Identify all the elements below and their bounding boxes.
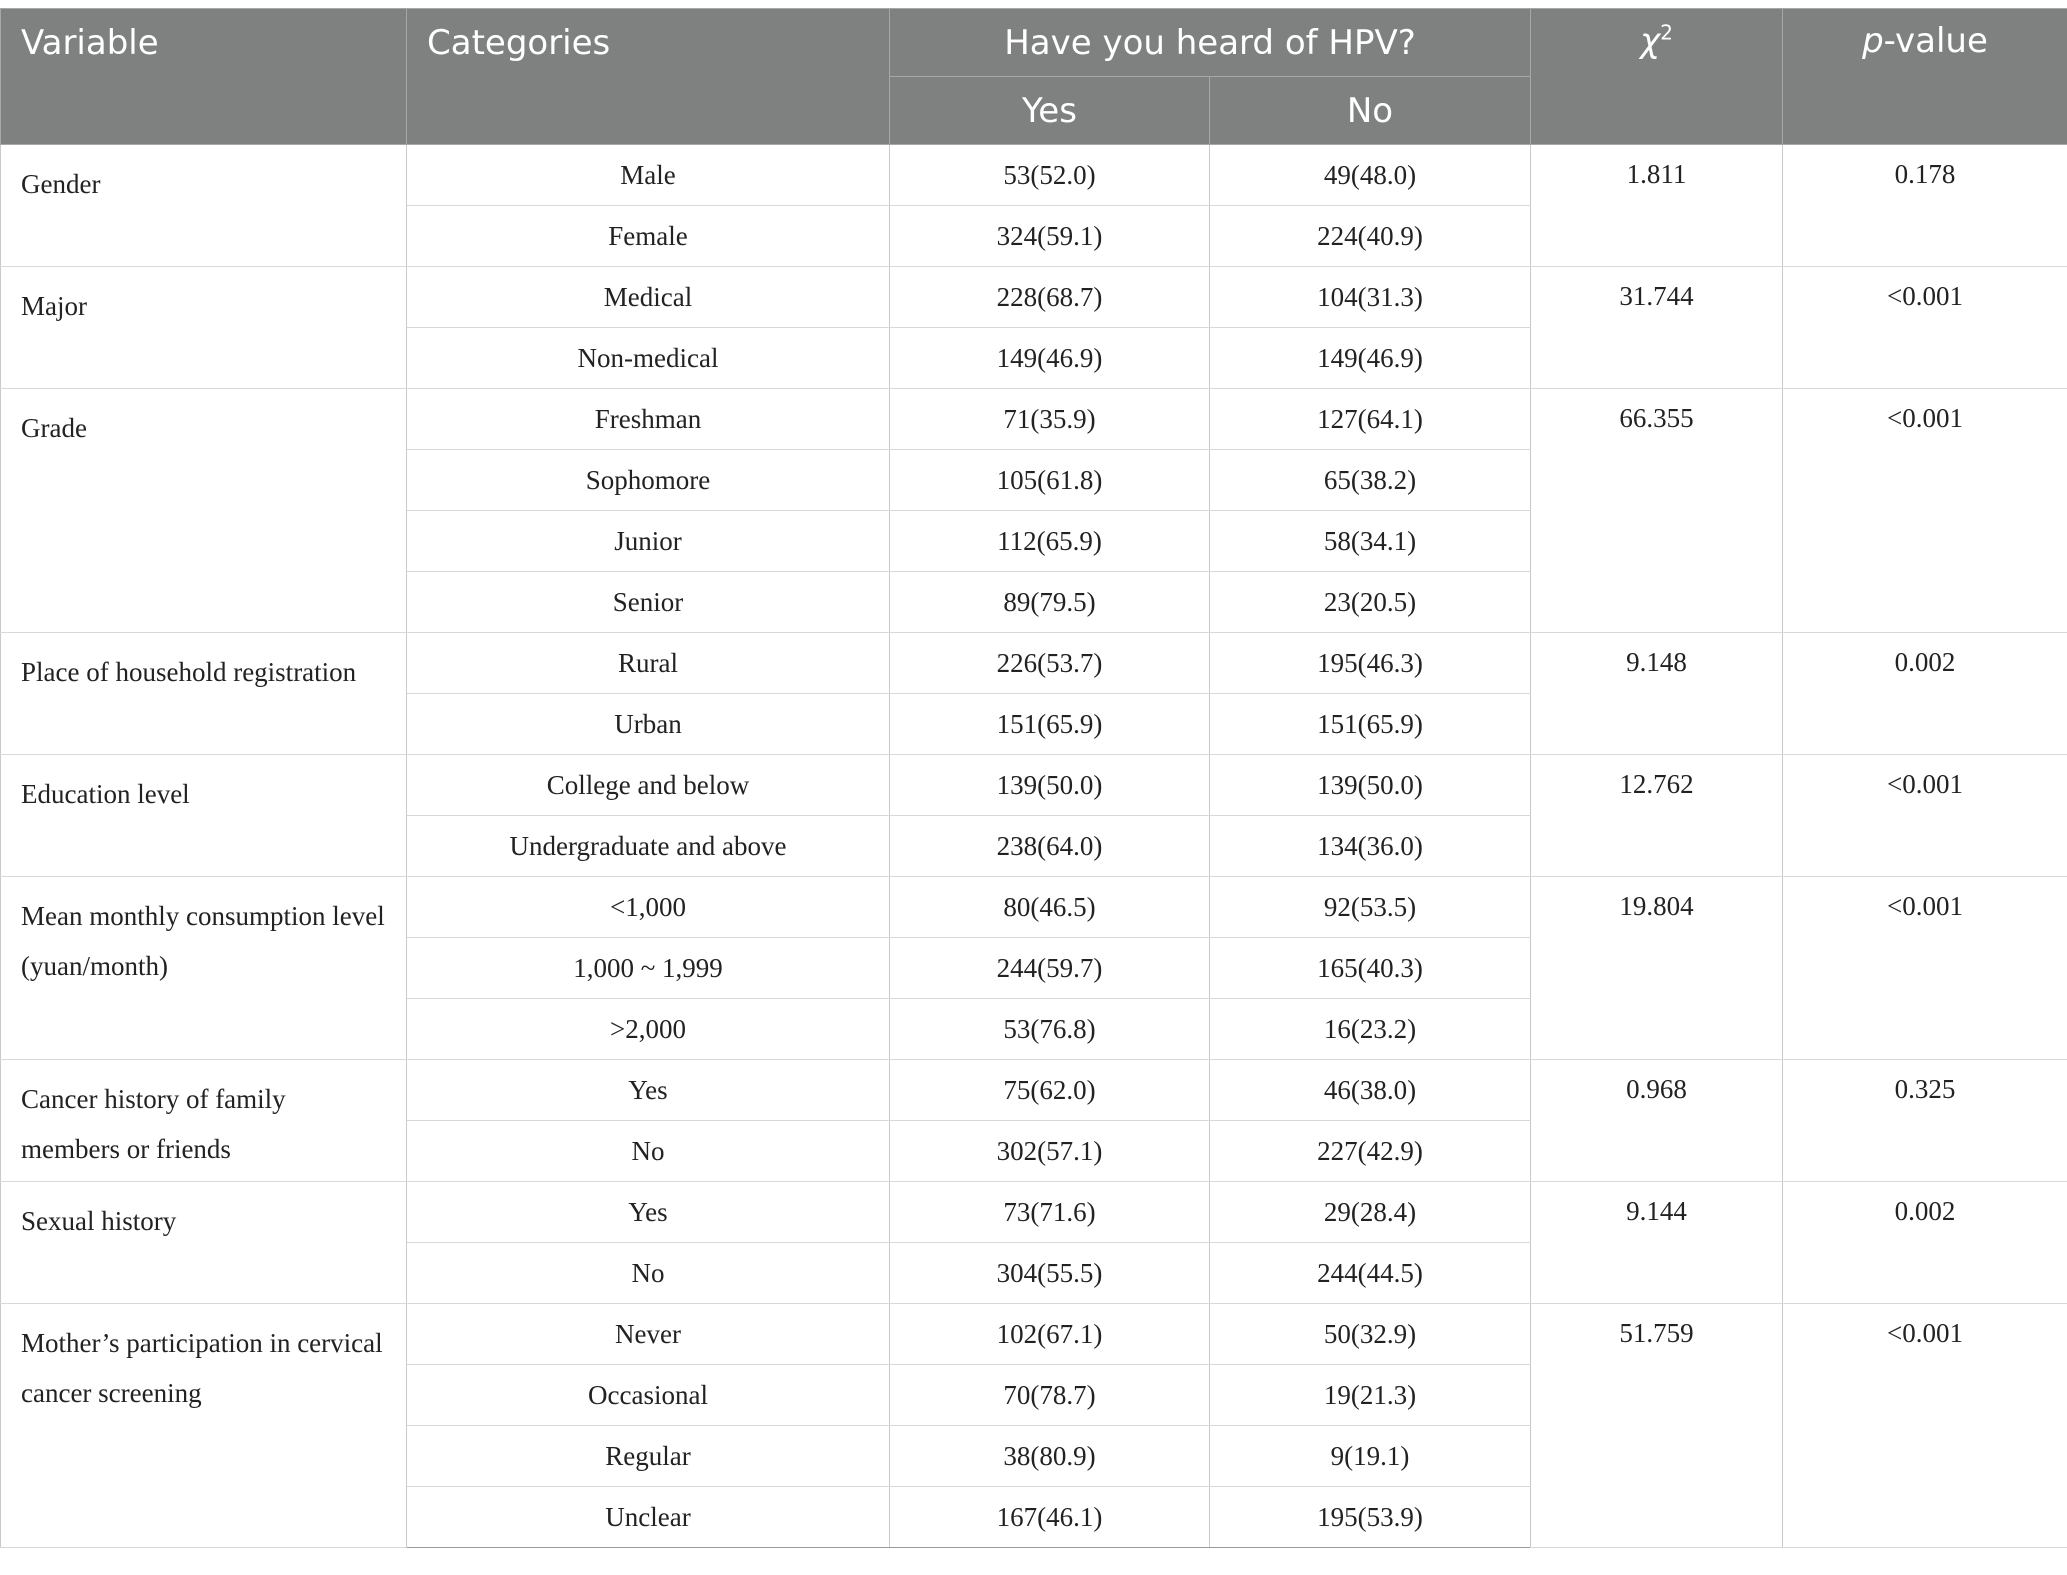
cell-p-value: <0.001 xyxy=(1783,755,2067,877)
cell-category: Male xyxy=(407,145,890,206)
cell-p-value: <0.001 xyxy=(1783,389,2067,633)
cell-no: 23(20.5) xyxy=(1210,572,1531,633)
chi-superscript: 2 xyxy=(1660,20,1673,45)
p-italic: p xyxy=(1862,21,1884,61)
cell-no: 29(28.4) xyxy=(1210,1182,1531,1243)
cell-category: Yes xyxy=(407,1060,890,1121)
cell-yes: 304(55.5) xyxy=(890,1243,1210,1304)
cell-category: Sophomore xyxy=(407,450,890,511)
cell-category: College and below xyxy=(407,755,890,816)
cell-no: 224(40.9) xyxy=(1210,206,1531,267)
cell-no: 165(40.3) xyxy=(1210,938,1531,999)
cell-category: Occasional xyxy=(407,1365,890,1426)
table-header xyxy=(1,9,2067,145)
cell-yes: 228(68.7) xyxy=(890,267,1210,328)
cell-category: Female xyxy=(407,206,890,267)
header-variable: Variable xyxy=(1,9,407,145)
cell-yes: 167(46.1) xyxy=(890,1487,1210,1548)
cell-no: 19(21.3) xyxy=(1210,1365,1531,1426)
cell-category: Medical xyxy=(407,267,890,328)
cell-yes: 53(76.8) xyxy=(890,999,1210,1060)
cell-yes: 80(46.5) xyxy=(890,877,1210,938)
cell-no: 104(31.3) xyxy=(1210,267,1531,328)
cell-no: 195(46.3) xyxy=(1210,633,1531,694)
cell-category: Non-medical xyxy=(407,328,890,389)
table-row xyxy=(1,145,2067,206)
cell-category: Undergraduate and above xyxy=(407,816,890,877)
cell-variable: Place of household registration xyxy=(1,633,407,755)
cell-yes: 70(78.7) xyxy=(890,1365,1210,1426)
cell-category: 1,000 ~ 1,999 xyxy=(407,938,890,999)
cell-p-value: <0.001 xyxy=(1783,1304,2067,1548)
cell-category: Rural xyxy=(407,633,890,694)
cell-p-value: 0.002 xyxy=(1783,1182,2067,1304)
cell-category: No xyxy=(407,1121,890,1182)
cell-yes: 75(62.0) xyxy=(890,1060,1210,1121)
cell-yes: 244(59.7) xyxy=(890,938,1210,999)
cell-yes: 149(46.9) xyxy=(890,328,1210,389)
cell-p-value: <0.001 xyxy=(1783,267,2067,389)
cell-chi-square: 1.811 xyxy=(1531,145,1783,267)
cell-category: Regular xyxy=(407,1426,890,1487)
cell-no: 16(23.2) xyxy=(1210,999,1531,1060)
chi-symbol: χ xyxy=(1640,21,1661,61)
p-rest: -value xyxy=(1883,21,1988,61)
cell-variable: Gender xyxy=(1,145,407,267)
header-yes: Yes xyxy=(890,77,1210,145)
cell-category: Freshman xyxy=(407,389,890,450)
cell-yes: 238(64.0) xyxy=(890,816,1210,877)
cell-p-value: 0.325 xyxy=(1783,1060,2067,1182)
cell-yes: 139(50.0) xyxy=(890,755,1210,816)
cell-no: 127(64.1) xyxy=(1210,389,1531,450)
table-row xyxy=(1,755,2067,816)
cell-category: Junior xyxy=(407,511,890,572)
cell-no: 49(48.0) xyxy=(1210,145,1531,206)
cell-chi-square: 31.744 xyxy=(1531,267,1783,389)
cell-yes: 53(52.0) xyxy=(890,145,1210,206)
cell-yes: 302(57.1) xyxy=(890,1121,1210,1182)
cell-category: Urban xyxy=(407,694,890,755)
cell-category: Yes xyxy=(407,1182,890,1243)
cell-variable: Education level xyxy=(1,755,407,877)
cell-chi-square: 0.968 xyxy=(1531,1060,1783,1182)
cell-variable: Cancer history of family members or friends xyxy=(1,1060,407,1182)
cell-no: 50(32.9) xyxy=(1210,1304,1531,1365)
table-row xyxy=(1,633,2067,694)
cell-variable: Sexual history xyxy=(1,1182,407,1304)
cell-no: 227(42.9) xyxy=(1210,1121,1531,1182)
cell-chi-square: 9.144 xyxy=(1531,1182,1783,1304)
table-row xyxy=(1,877,2067,938)
cell-p-value: 0.002 xyxy=(1783,633,2067,755)
cell-yes: 71(35.9) xyxy=(890,389,1210,450)
cell-no: 92(53.5) xyxy=(1210,877,1531,938)
cell-yes: 226(53.7) xyxy=(890,633,1210,694)
table-row xyxy=(1,1060,2067,1121)
header-question: Have you heard of HPV? xyxy=(890,9,1531,77)
header-no: No xyxy=(1210,77,1531,145)
cell-variable: Mean monthly consumption level (yuan/month) xyxy=(1,877,407,1060)
cell-chi-square: 66.355 xyxy=(1531,389,1783,633)
cell-no: 9(19.1) xyxy=(1210,1426,1531,1487)
cell-category: Senior xyxy=(407,572,890,633)
cell-no: 46(38.0) xyxy=(1210,1060,1531,1121)
cell-chi-square: 51.759 xyxy=(1531,1304,1783,1548)
cell-p-value: <0.001 xyxy=(1783,877,2067,1060)
cell-yes: 73(71.6) xyxy=(890,1182,1210,1243)
cell-no: 149(46.9) xyxy=(1210,328,1531,389)
hpv-awareness-table xyxy=(0,8,2067,1548)
cell-chi-square: 19.804 xyxy=(1531,877,1783,1060)
cell-category: >2,000 xyxy=(407,999,890,1060)
cell-chi-square: 9.148 xyxy=(1531,633,1783,755)
cell-p-value: 0.178 xyxy=(1783,145,2067,267)
cell-variable: Major xyxy=(1,267,407,389)
header-p-value xyxy=(1783,9,2067,145)
cell-no: 134(36.0) xyxy=(1210,816,1531,877)
cell-no: 58(34.1) xyxy=(1210,511,1531,572)
table-row xyxy=(1,1182,2067,1243)
cell-yes: 151(65.9) xyxy=(890,694,1210,755)
table-row xyxy=(1,267,2067,328)
cell-yes: 105(61.8) xyxy=(890,450,1210,511)
cell-category: <1,000 xyxy=(407,877,890,938)
cell-variable: Mother’s participation in cervical cancer screening xyxy=(1,1304,407,1548)
header-chi-square xyxy=(1531,9,1783,145)
header-categories: Categories xyxy=(407,9,890,145)
table-row xyxy=(1,389,2067,450)
cell-yes: 102(67.1) xyxy=(890,1304,1210,1365)
cell-yes: 112(65.9) xyxy=(890,511,1210,572)
cell-variable: Grade xyxy=(1,389,407,633)
cell-category: No xyxy=(407,1243,890,1304)
cell-yes: 89(79.5) xyxy=(890,572,1210,633)
cell-category: Unclear xyxy=(407,1487,890,1548)
table-body xyxy=(1,145,2067,1548)
cell-yes: 324(59.1) xyxy=(890,206,1210,267)
cell-chi-square: 12.762 xyxy=(1531,755,1783,877)
hpv-awareness-table-container xyxy=(0,8,2067,1548)
cell-no: 195(53.9) xyxy=(1210,1487,1531,1548)
cell-no: 244(44.5) xyxy=(1210,1243,1531,1304)
cell-yes: 38(80.9) xyxy=(890,1426,1210,1487)
cell-category: Never xyxy=(407,1304,890,1365)
table-row xyxy=(1,1304,2067,1365)
cell-no: 151(65.9) xyxy=(1210,694,1531,755)
cell-no: 139(50.0) xyxy=(1210,755,1531,816)
cell-no: 65(38.2) xyxy=(1210,450,1531,511)
